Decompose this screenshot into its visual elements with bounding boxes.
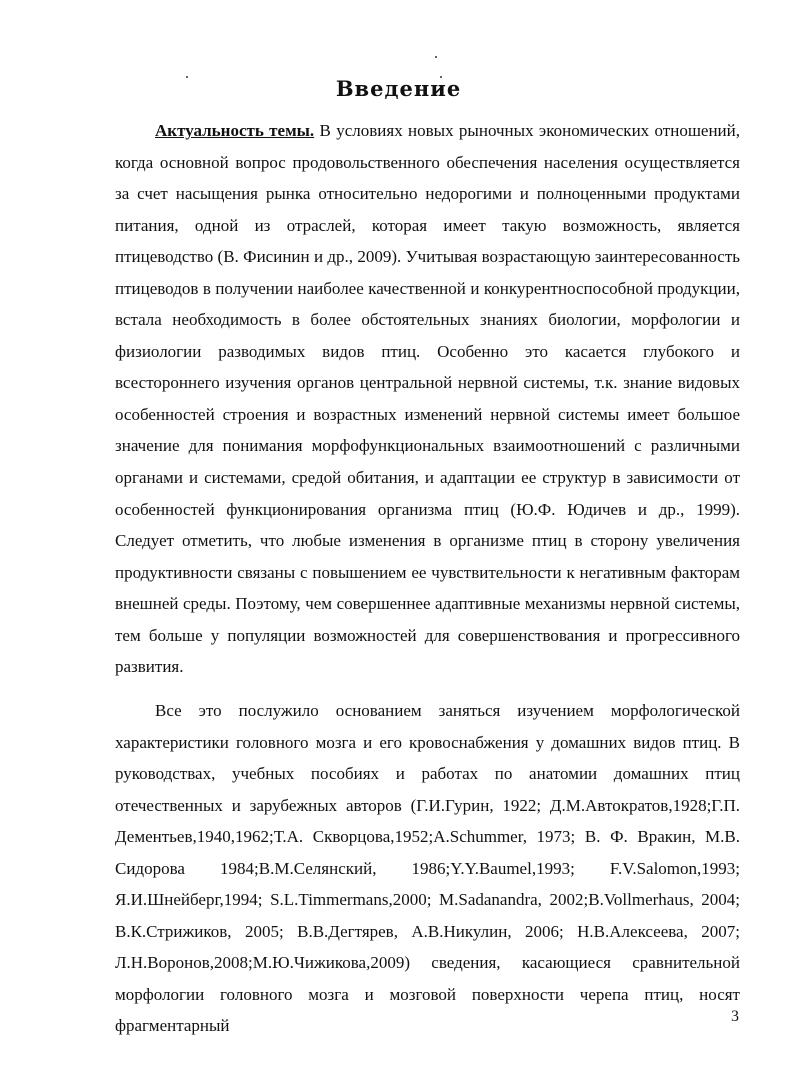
paragraph-literature (115, 695, 740, 1042)
paragraph-text: Все это послужило основанием заняться изучением морфологической характеристики головного мозга и его кровоснабжения у домашних видов птиц. В руководствах, учебных пособиях и работах по анатомии домашних птиц отечественных и зарубежных авторов (Г.И.Гурин, 1922; Д.М.Автократов,1928;Г.П. Дементьев,1940,1962;Т.А. Скворцова,1952;A.Schummer, 1973; В. Ф. Вракин, М.В. Сидорова 1984;В.М.Селянский, 1986;Y.Y.Baumel,1993; F.V.Salomon,1993; Я.И.Шнейберг,1994; S.L.Timmermans,2000; M.Sadanandra, 2002;B.Vollmerhaus, 2004; В.К.Стрижиков, 2005; В.В.Дегтярев, А.В.Никулин, 2006; Н.В.Алексеева, 2007; Л.Н.Воронов,2008;М.Ю.Чижикова,2009) сведения, касающиеся сравнительной морфологии головного мозга и мозговой поверхности черепа птиц, носят фрагментарный (115, 701, 740, 1036)
section-lead: Актуальность темы. (155, 121, 315, 140)
scan-speck (435, 56, 437, 58)
page-title: Введение (335, 76, 462, 101)
page-number: 3 (731, 1008, 739, 1025)
paragraph-relevance (115, 115, 740, 683)
paragraph-text: В условиях новых рыночных экономических отношений, когда основной вопрос продовольственного обеспечения населения осуществляется за счет насыщения рынка относительно недорогими и полноценными продуктами питания, одной из отраслей, которая имеет такую возможность, является птицеводство (В. Фисинин и др., 2009). Учитывая возрастающую заинтересованность птицеводов в получении наиболее качественной и конкурентноспособной продукции, встала необходимость в более обстоятельных знаниях биологии, морфологии и физиологии разводимых видов птиц. Особенно это касается глубокого и всестороннего изучения органов центральной нервной системы, т.к. знание видовых особенностей строения и возрастных изменений нервной системы имеет большое значение для понимания морфофункциональных взаимоотношений с различными органами и системами, средой обитания, и адаптации ее структур в зависимости от особенностей функционирования организма птиц (Ю.Ф. Юдичев и др., 1999). Следует отметить, что любые изменения в организме птиц в сторону увеличения продуктивности связаны с повышением ее чувствительности к негативным факторам внешней среды. Поэтому, чем совершеннее адаптивные механизмы нервной системы, тем больше у популяции возможностей для совершенствования и прогрессивного развития. (115, 121, 740, 677)
